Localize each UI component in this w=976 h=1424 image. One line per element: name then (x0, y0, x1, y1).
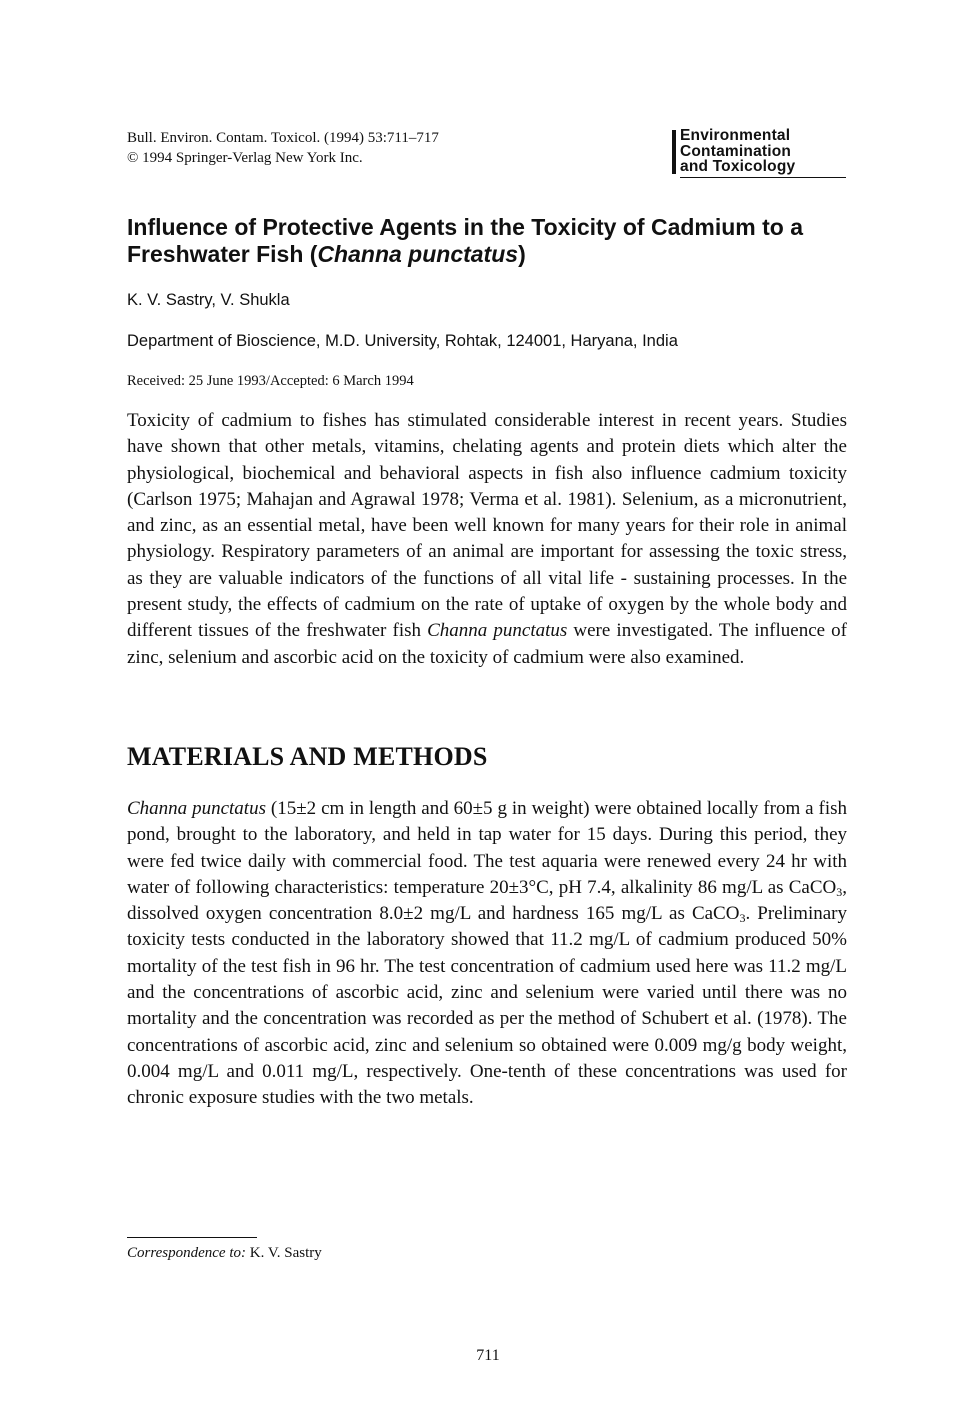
journal-logo (672, 128, 846, 178)
footnote-rule (127, 1237, 257, 1238)
footnote-name: K. V. Sastry (246, 1245, 322, 1261)
logo-line-3: and Toxicology (680, 158, 796, 175)
received-dates: Received: 25 June 1993/Accepted: 6 March 1994 (127, 373, 414, 389)
authors: K. V. Sastry, V. Shukla (127, 291, 290, 309)
footnote-label: Correspondence to: (127, 1245, 247, 1261)
logo-line-2: Contamination (680, 142, 792, 160)
methods-text-a: (15±2 cm in length and 60±5 g in weight) were obtained locally from a fish pond, brought to the laboratory, and held in tap water for 15 days. During this period, they were fed twice daily with commercial food. The test aquaria were renewed every 24 hr with water of following characteristics: temperature 20±3°C, pH 7.4, alkalinity 86 mg/L as CaCO (127, 798, 848, 898)
methods-text-b: , dissolved oxygen concentration 8.0±2 mg/L and hardness 165 mg/L as CaCO (127, 876, 847, 925)
title-close: ) (518, 241, 526, 267)
methods-text-c: . Preliminary toxicity tests conducted in the laboratory showed that 11.2 mg/L of cadmium produced 50% mortality of the test fish in 96 hr. The test concentration of cadmium used here was 11.2 mg/L and the concentrations of ascorbic acid, zinc and selenium were varied until there was no mortality and the concentration was recorded as per the method of Schubert et al. (1978). The concentrations of ascorbic acid, zinc and selenium so obtained were 0.009 mg/g body weight, 0.004 mg/L and 0.011 mg/L, respectively. One-tenth of these concentrations was used for chronic exposure studies with the two metals. (127, 903, 848, 1109)
intro-text-a: Toxicity of cadmium to fishes has stimulated considerable interest in recent years. Studies have shown that other metals, vitamins, chelating agents and protein diets which alter the physiological, biochemical and behavioral aspects in fish also influence cadmium toxicity (Carlson 1975; Mahajan and Agrawal 1978; Verma et al. 1981). Selenium, as a micronutrient, and zinc, as an essential metal, have been well known for many years for their role in animal physiology. Respiratory parameters of an animal are important for assessing the toxic stress, as they are valuable indicators of the functions of all vital life - sustaining processes. In the present study, the effects of cadmium on the rate of uptake of oxygen by the whole body and different tissues of the freshwater fish (127, 410, 847, 642)
intro-paragraph (127, 408, 847, 671)
logo-rule (680, 177, 846, 178)
citation-line-2: © 1994 Springer-Verlag New York Inc. (127, 150, 363, 166)
intro-text-b: were investigated. The influence of zinc, selenium and ascorbic acid on the toxicity of cadmium were also examined. (127, 620, 848, 668)
title-species: Channa punctatus (317, 241, 519, 267)
methods-sub-1: 3 (836, 884, 843, 899)
journal-citation (127, 128, 439, 168)
intro-species: Channa punctatus (427, 620, 568, 642)
correspondence-footnote (127, 1243, 322, 1263)
citation-line-1: Bull. Environ. Contam. Toxicol. (1994) 53:711–717 (127, 130, 439, 146)
logo-bar (672, 130, 676, 174)
title-text: Influence of Protective Agents in the Toxicity of Cadmium to a Freshwater Fish ( (127, 214, 804, 267)
section-heading-methods: MATERIALS AND METHODS (127, 742, 488, 771)
methods-species: Channa punctatus (127, 798, 266, 819)
article-title (127, 214, 847, 268)
methods-paragraph (127, 796, 847, 1112)
methods-sub-2: 3 (739, 911, 746, 926)
page-number: 711 (476, 1347, 500, 1364)
logo-line-1: Environmental (680, 127, 791, 144)
affiliation: Department of Bioscience, M.D. University, Rohtak, 124001, Haryana, India (127, 332, 678, 350)
